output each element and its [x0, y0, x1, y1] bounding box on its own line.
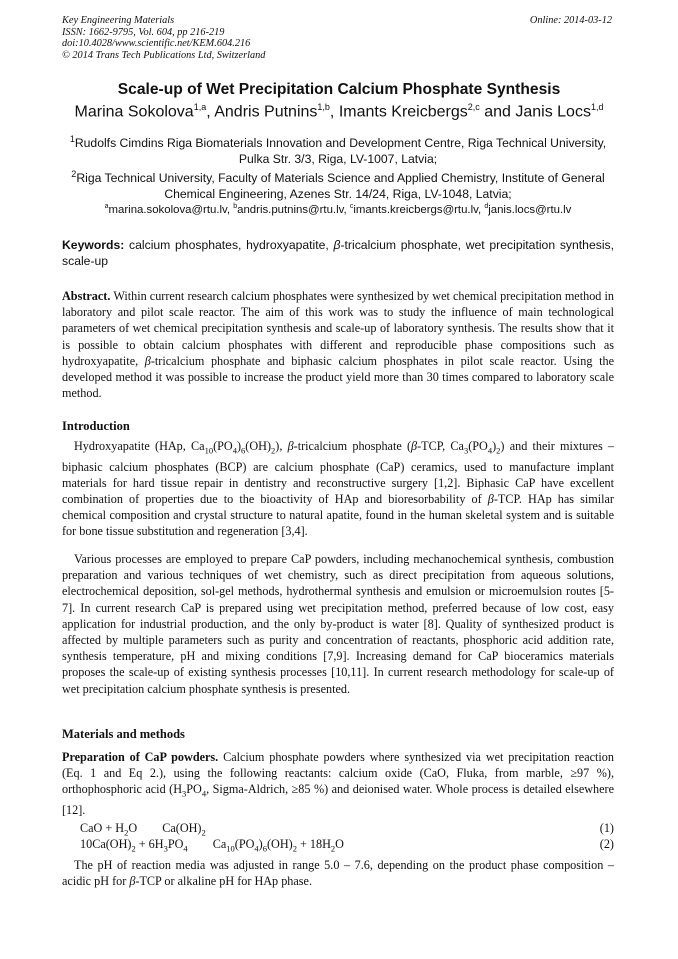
- author-name: Janis Locs: [515, 103, 591, 121]
- email-list: $^a$marina.sokolova@rtu.lv, $^b$andris.putnins@rtu.lv, $^c$imants.kreicbergs@rtu.lv, $^d$janis.locs@rtu.lv: [104, 203, 572, 216]
- author-list: Marina Sokolova$^{1,a}$, Andris Putnins$^{1,b}$, Imants Kreicbergs$^{2,c}$ and Janis Locs$^{1,d}$: [74, 102, 604, 121]
- equation-number: (2): [599, 837, 614, 851]
- journal-name: Key Engineering Materials: [62, 15, 175, 26]
- equation-number: (1): [599, 821, 614, 835]
- copyright-line: © 2014 Trans Tech Publications Ltd, Switzerland: [62, 49, 266, 61]
- doi-line: doi:10.4028/www.scientific.net/KEM.604.216: [62, 38, 251, 50]
- equation-2: $10Ca(OH)_2 + 6H_3PO_4$ $Ca_{10}(PO_4)_6(OH)_2 + 18H_2O$ (2): [80, 837, 614, 854]
- intro-paragraph-2: Various processes are employed to prepare CaP powders, including mechanochemical synthesis, combustion preparation and various techniques of wet chemistry, such as direct precipitation from aqueous solutions, electrochemical deposition, sol-gel methods, hydrothermal synthesis and emulsion or microemulsion routes [5-7]. In current research CaP is prepared using wet precipitation method, preferred because of low cost, easy application for industrial production, and the only by-product is water [8]. Quality of synthesized product is affected by multiple parameters such as purity and concentration of reactants, phosphoric acid addition rate, synthesis temperature, pH and mixing conditions [7,9]. Increasing demand for CaP bioceramics materials proposes the scale-up of existing synthesis processes [10,11]. In current research methodology for scale-up of wet precipitation calcium phosphate synthesis is presented.: [62, 552, 614, 696]
- email-link[interactable]: janis.locs@rtu.lv: [488, 203, 572, 216]
- keywords: Keywords: calcium phosphates, hydroxyapatite, β-tricalcium phosphate, wet precipitation synthesis, scale-up: [62, 238, 615, 268]
- journal-header: [62, 15, 265, 61]
- section-heading-methods: Materials and methods: [62, 727, 185, 741]
- section-heading-introduction: Introduction: [62, 419, 130, 433]
- methods-paragraph-preparation: Preparation of CaP powders. Calcium phosphate powders where synthesized via wet precipitation reaction (Eq. 1 and Eq 2.), using the following reactants: calcium oxide (CaO, Fluka, from marble, ≥97 %), orthophosphoric acid ($H_3PO_4$, Sigma-Aldrich, ≥85 %) and deionised water. Whole process is detailed elsewhere [12].: [62, 750, 614, 818]
- author-name: Imants Kreicbergs: [338, 103, 468, 121]
- paper-title: Scale-up of Wet Precipitation Calcium Phosphate Synthesis: [117, 81, 561, 98]
- methods-paragraph-ph: The pH of reaction media was adjusted in range 5.0 – 7.6, depending on the product phase composition – acidic pH for β-TCP or alkaline pH for HAp phase.: [62, 858, 614, 889]
- affiliation-1: $^1$Rudolfs Cimdins Riga Biomaterials Innovation and Development Centre, Riga Technical University, Pulka Str. 3/3, Riga, LV-1007, Latvia;: [69, 134, 607, 167]
- equation-1: CaO + $H_2O$ $Ca(OH)_2$ (1): [80, 821, 614, 838]
- author-name: Andris Putnins: [214, 103, 318, 121]
- abstract: Abstract. Within current research calcium phosphates were synthesized by wet chemical precipitation method in laboratory and pilot scale reactor. The aim of this work was to study the influence of main technological parameters of wet chemical precipitation synthesis and scale-up of laboratory synthesis. The results show that it is possible to obtain calcium phosphates with different and reproducible phase compositions such as hydroxyapatite, β-tricalcium phosphate and biphasic calcium phosphates in pilot scale reactor. Using the developed method it was possible to increase the product yield more than 30 times compared to laboratory scale method.: [62, 289, 614, 401]
- email-link[interactable]: andris.putnins@rtu.lv: [237, 203, 344, 216]
- author-name: Marina Sokolova: [74, 103, 194, 121]
- issn-line: ISSN: 1662-9795, Vol. 604, pp 216-219: [62, 26, 225, 38]
- email-link[interactable]: imants.kreicbergs@rtu.lv: [353, 203, 478, 216]
- affiliation-2: $^2$Riga Technical University, Faculty of Materials Science and Applied Chemistry, Institute of General Chemical Engineering, Azenes Str. 14/24, Riga, LV-1048, Latvia;: [71, 169, 605, 202]
- email-link[interactable]: marina.sokolova@rtu.lv: [108, 203, 227, 216]
- intro-paragraph-1: Hydroxyapatite (HAp, $Ca_{10}(PO_4)_6(OH)_2$), β-tricalcium phosphate (β-TCP, $Ca_3(PO_4)_2$) and their mixtures – biphasic calcium phosphates (BCP) are calcium phosphate (CaP) ceramics, used to manufacture implant materials for hard tissue repair in dentistry and reconstructive surgery [1,2]. Biphasic CaP have excellent combination of properties due to the bioactivity of HAp and bioresorbability of β-TCP. HAp has similar chemical composition and crystal structure to natural apatite, found in the human skeletal system and is suitable for bone tissue substitution and regeneration [3,4].: [62, 439, 614, 539]
- online-date: Online: 2014-03-12: [529, 15, 612, 26]
